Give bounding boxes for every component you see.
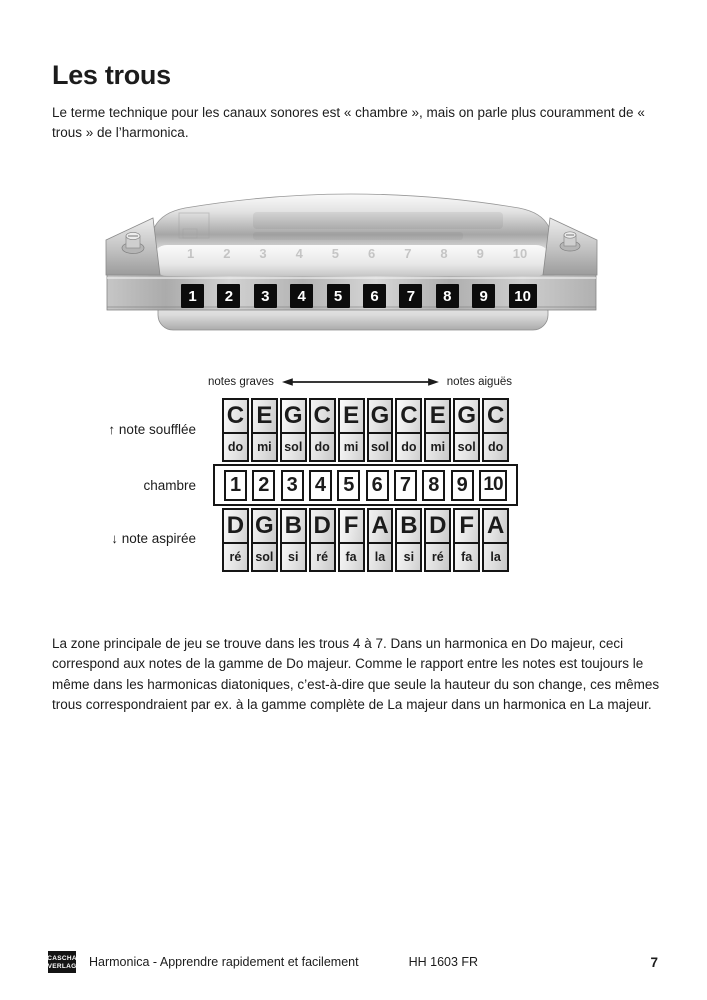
blow-note: C xyxy=(222,398,249,434)
blow-column xyxy=(280,398,307,462)
harmonica-hole-number: 2 xyxy=(217,284,240,308)
draw-solfege: ré xyxy=(424,544,451,572)
draw-solfege: sol xyxy=(251,544,278,572)
draw-solfege: ré xyxy=(309,544,336,572)
blow-note: E xyxy=(251,398,278,434)
draw-solfege: la xyxy=(482,544,509,572)
blow-note: G xyxy=(280,398,307,434)
blow-column xyxy=(424,398,451,462)
engraved-number: 1 xyxy=(187,246,195,261)
draw-solfege: si xyxy=(280,544,307,572)
blow-note: G xyxy=(367,398,394,434)
blow-solfege: sol xyxy=(280,434,307,462)
blow-column xyxy=(453,398,480,462)
draw-column xyxy=(222,508,249,572)
chamber-row-label: chambre xyxy=(143,478,196,493)
harmonica-hole-number: 9 xyxy=(472,284,495,308)
blow-note: E xyxy=(424,398,451,434)
blow-note: C xyxy=(482,398,509,434)
chamber-number-box: 3 xyxy=(281,470,304,501)
draw-note: A xyxy=(367,508,394,544)
harmonica-hole-number: 7 xyxy=(399,284,422,308)
footer-book-title: Harmonica - Apprendre rapidement et facilement xyxy=(89,955,359,969)
draw-note: D xyxy=(222,508,249,544)
blow-solfege: do xyxy=(222,434,249,462)
engraved-number: 4 xyxy=(295,246,303,261)
draw-solfege: fa xyxy=(453,544,480,572)
register-diagram xyxy=(208,374,512,390)
engraved-number: 8 xyxy=(440,246,448,261)
harmonica-hole-number: 4 xyxy=(290,284,313,308)
blow-note: G xyxy=(453,398,480,434)
blow-solfege: do xyxy=(309,434,336,462)
blow-column xyxy=(309,398,336,462)
harmonica-hole-number: 5 xyxy=(327,284,350,308)
chamber-number-box: 2 xyxy=(252,470,275,501)
chamber-number-box: 5 xyxy=(337,470,360,501)
blow-column xyxy=(367,398,394,462)
blow-column xyxy=(395,398,422,462)
publisher-logo-line2: VERLAG xyxy=(47,962,77,970)
draw-solfege: la xyxy=(367,544,394,572)
harmonica-hole-number: 8 xyxy=(436,284,459,308)
chamber-number-box: 10 xyxy=(479,470,507,501)
draw-note: B xyxy=(280,508,307,544)
intro-paragraph: Le terme technique pour les canaux sonores est « chambre », mais on parle plus couramment de « trous » de l’harmonica. xyxy=(52,104,645,140)
blow-note: E xyxy=(338,398,365,434)
high-notes-label: notes aiguës xyxy=(446,376,512,388)
blow-note: C xyxy=(309,398,336,434)
publisher-logo-line1: CASCHA xyxy=(47,954,77,962)
low-notes-label: notes graves xyxy=(208,376,274,388)
chamber-number-box: 8 xyxy=(422,470,445,501)
draw-note: F xyxy=(338,508,365,544)
page-title: Les trous xyxy=(52,60,171,91)
chamber-number-box: 9 xyxy=(451,470,474,501)
publisher-logo xyxy=(48,951,76,973)
blow-column xyxy=(338,398,365,462)
blow-solfege: sol xyxy=(367,434,394,462)
blow-row-label: ↑ note soufflée xyxy=(108,422,196,437)
draw-column xyxy=(251,508,278,572)
draw-note: B xyxy=(395,508,422,544)
engraved-number: 6 xyxy=(368,246,376,261)
chamber-number-box: 7 xyxy=(394,470,417,501)
page-number: 7 xyxy=(650,954,658,970)
chamber-number-box: 1 xyxy=(224,470,247,501)
chamber-number-box: 6 xyxy=(366,470,389,501)
harmonica-image xyxy=(103,188,600,333)
draw-notes-strip xyxy=(222,508,509,572)
draw-solfege: fa xyxy=(338,544,365,572)
body-paragraph: La zone principale de jeu se trouve dans les trous 4 à 7. Dans un harmonica en Do majeur, ceci correspond aux notes de la gamme de Do majeur. Comme le rapport entre les notes est toujours le même dans les harmonicas diatoniques, c’est-à-dire que seule la hauteur du son change, ces mêmes trous correspondraient par ex. à la gamme complète de La majeur dans un harmonica en La majeur. xyxy=(52,635,660,712)
draw-note: F xyxy=(453,508,480,544)
draw-row-label: ↓ note aspirée xyxy=(111,531,196,546)
draw-column xyxy=(309,508,336,572)
footer-product-code: HH 1603 FR xyxy=(408,955,479,969)
harmonica-hole-number: 6 xyxy=(363,284,386,308)
blow-notes-strip xyxy=(222,398,509,462)
engraved-number: 10 xyxy=(512,246,528,261)
draw-note: D xyxy=(309,508,336,544)
blow-solfege: do xyxy=(395,434,422,462)
engraved-number: 7 xyxy=(404,246,412,261)
blow-column xyxy=(482,398,509,462)
draw-solfege: ré xyxy=(222,544,249,572)
draw-column xyxy=(395,508,422,572)
draw-note: D xyxy=(424,508,451,544)
engraved-number: 3 xyxy=(259,246,267,261)
harmonica-cover-lip xyxy=(152,245,551,276)
draw-solfege: si xyxy=(395,544,422,572)
draw-column xyxy=(453,508,480,572)
blow-note: C xyxy=(395,398,422,434)
harmonica-hole-number: 3 xyxy=(254,284,277,308)
blow-solfege: do xyxy=(482,434,509,462)
harmonica-hole-number: 1 xyxy=(181,284,204,308)
double-arrow-icon xyxy=(282,377,439,387)
page-footer xyxy=(48,951,658,973)
blow-solfege: mi xyxy=(424,434,451,462)
blow-solfege: sol xyxy=(453,434,480,462)
chamber-strip xyxy=(213,464,518,506)
engraved-number: 2 xyxy=(223,246,231,261)
blow-solfege: mi xyxy=(251,434,278,462)
draw-column xyxy=(338,508,365,572)
draw-note: A xyxy=(482,508,509,544)
blow-solfege: mi xyxy=(338,434,365,462)
engraved-number: 5 xyxy=(331,246,340,261)
blow-column xyxy=(222,398,249,462)
blow-column xyxy=(251,398,278,462)
draw-column xyxy=(424,508,451,572)
harmonica-hole-number: 10 xyxy=(509,284,537,308)
draw-column xyxy=(280,508,307,572)
engraved-number: 9 xyxy=(476,246,484,261)
draw-note: G xyxy=(251,508,278,544)
draw-column xyxy=(367,508,394,572)
chamber-number-box: 4 xyxy=(309,470,332,501)
draw-column xyxy=(482,508,509,572)
